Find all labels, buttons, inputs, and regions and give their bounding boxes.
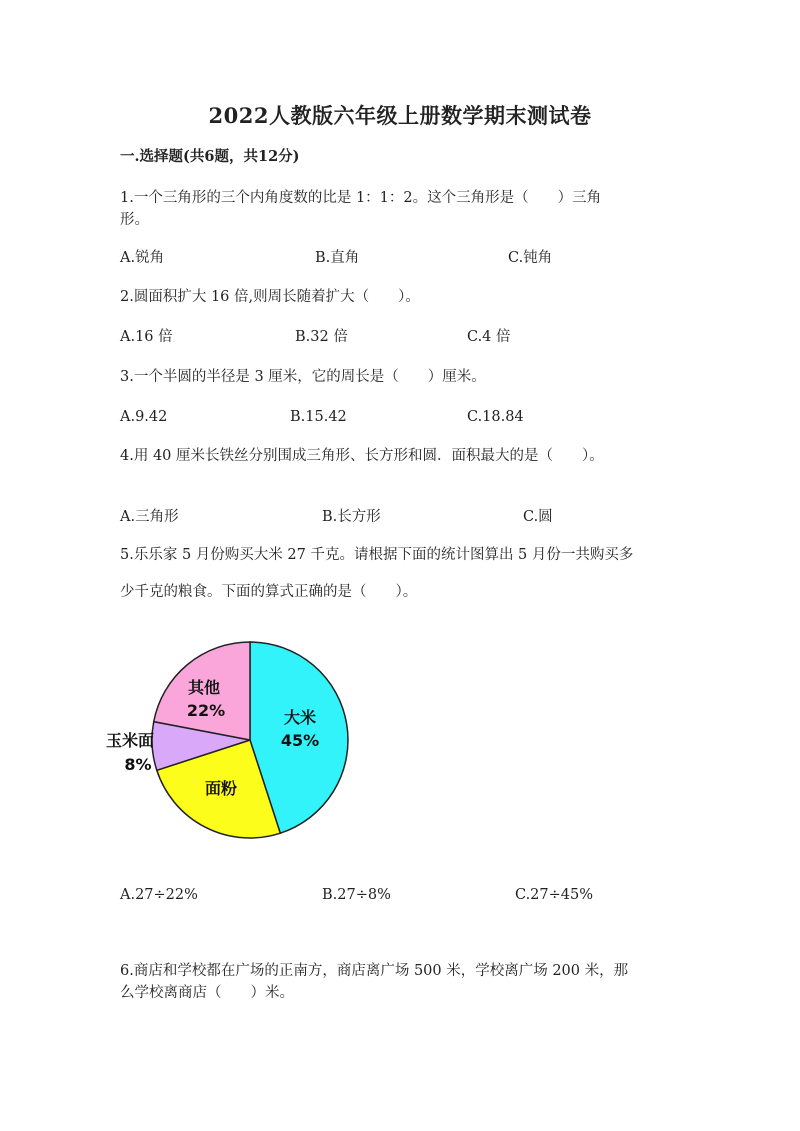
question-6-text: 6.商店和学校都在广场的正南方，商店离广场 500 米，学校离广场 200 米，那 bbox=[120, 963, 629, 979]
question-5-option-a: A.27÷22% bbox=[120, 887, 198, 903]
label-corn-name: 玉米面 bbox=[105, 731, 155, 750]
question-5-option-b: B.27÷8% bbox=[322, 887, 391, 903]
question-2-option-a: A.16 倍 bbox=[120, 329, 173, 345]
question-3-option-c: C.18.84 bbox=[467, 409, 524, 425]
question-3-option-b: B.15.42 bbox=[290, 409, 347, 425]
question-2-text: 2.圆面积扩大 16 倍,则周长随着扩大（ ）。 bbox=[120, 289, 420, 305]
question-1-text-cont: 形。 bbox=[120, 212, 149, 228]
page-title: 2022人教版六年级上册数学期末测试卷 bbox=[208, 103, 592, 128]
label-rice-value: 45% bbox=[280, 731, 320, 750]
label-rice-name: 大米 bbox=[283, 708, 317, 727]
question-1-text: 1.一个三角形的三个内角度数的比是 1：1：2。这个三角形是（ ）三角 bbox=[120, 190, 602, 206]
question-2-option-c: C.4 倍 bbox=[467, 329, 511, 345]
question-5-text-cont: 少千克的粮食。下面的算式正确的是（ ）。 bbox=[120, 584, 418, 600]
question-3-text: 3.一个半圆的半径是 3 厘米，它的周长是（ ）厘米。 bbox=[120, 369, 486, 385]
label-flour-name: 面粉 bbox=[204, 779, 238, 798]
question-2-option-b: B.32 倍 bbox=[295, 329, 348, 345]
pie-chart bbox=[100, 630, 370, 850]
question-4-option-c: C.圆 bbox=[523, 509, 553, 525]
label-corn-value: 8% bbox=[124, 755, 152, 774]
question-6-text-cont: 么学校离商店（ ）米。 bbox=[120, 985, 294, 1001]
question-5-text: 5.乐乐家 5 月份购买大米 27 千克。请根据下面的统计图算出 5 月份一共购买多 bbox=[120, 547, 634, 563]
question-3-option-a: A.9.42 bbox=[120, 409, 168, 425]
label-other-name: 其他 bbox=[187, 678, 221, 697]
question-1-option-b: B.直角 bbox=[315, 250, 360, 266]
question-5-option-c: C.27÷45% bbox=[515, 887, 594, 903]
question-4-option-b: B.长方形 bbox=[322, 509, 381, 525]
question-1-option-c: C.钝角 bbox=[508, 250, 553, 266]
question-1-option-a: A.锐角 bbox=[120, 250, 165, 266]
section-heading: 一.选择题(共6题，共12分) bbox=[120, 148, 300, 165]
question-4-text: 4.用 40 厘米长铁丝分别围成三角形、长方形和圆．面积最大的是（ ）。 bbox=[120, 448, 604, 464]
question-4-option-a: A.三角形 bbox=[120, 509, 179, 525]
label-other-value: 22% bbox=[186, 701, 226, 720]
